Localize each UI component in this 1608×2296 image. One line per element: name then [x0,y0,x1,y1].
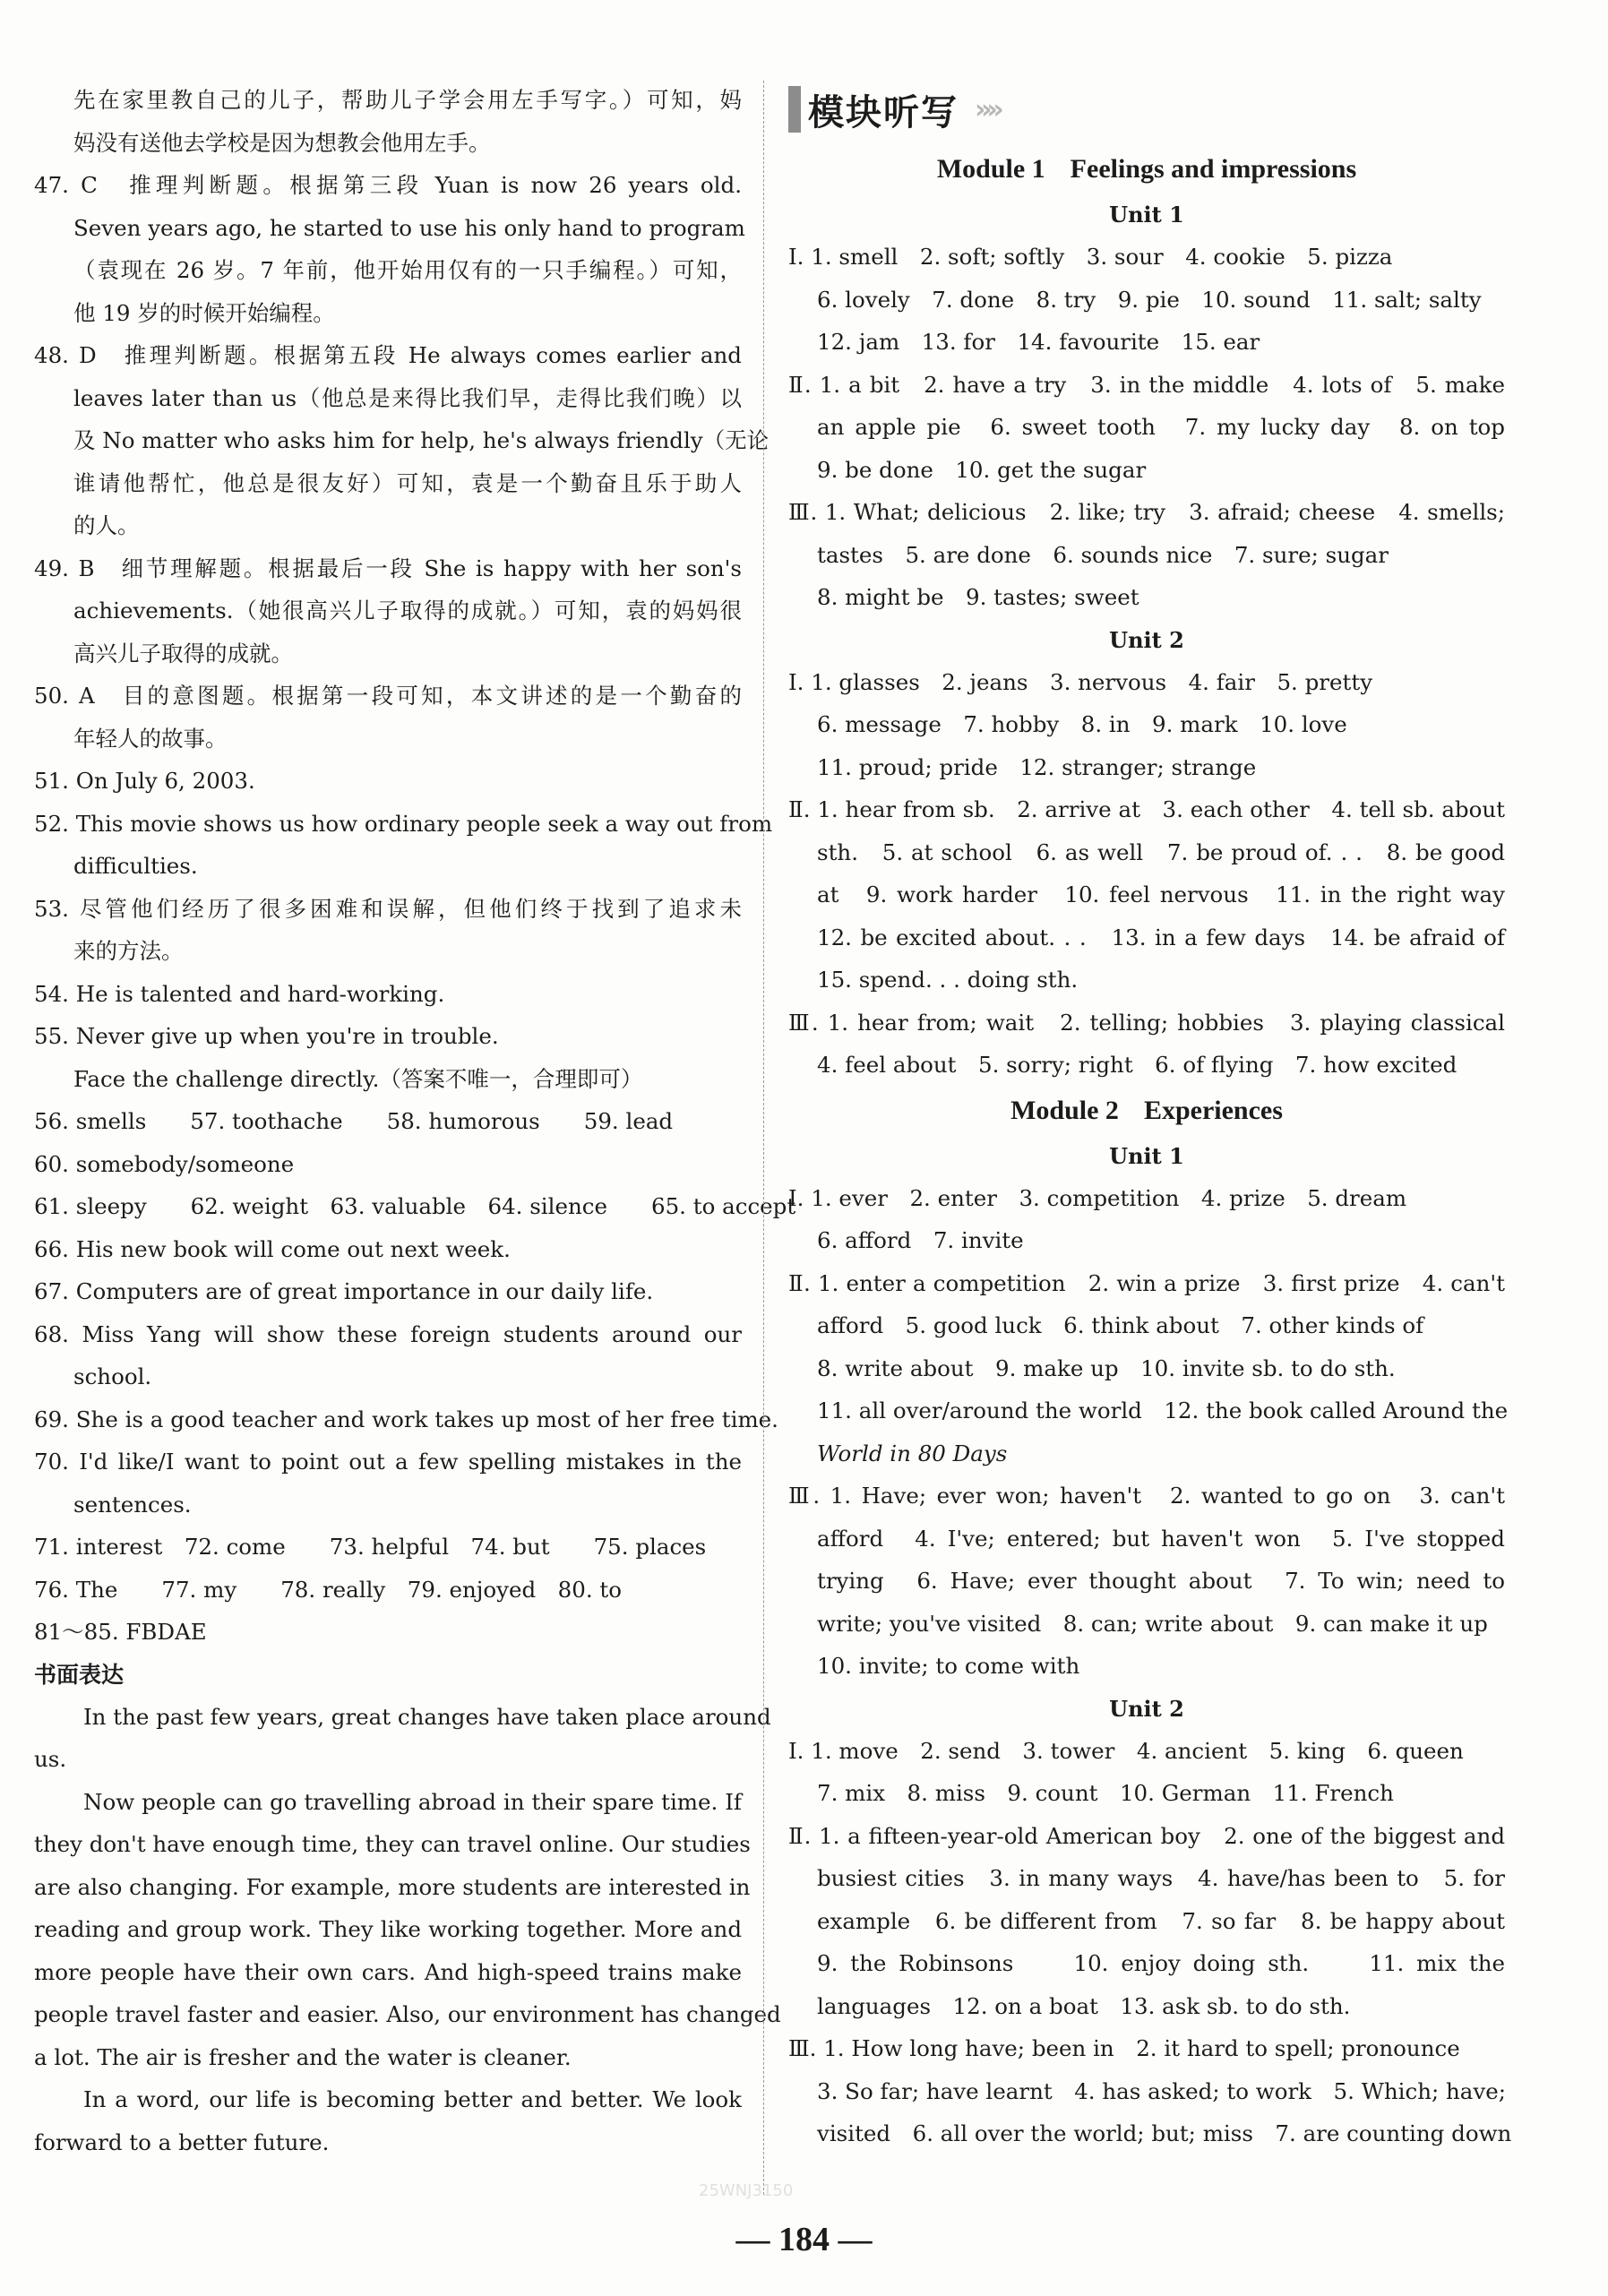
text-line: Ⅲ. 1. Have; ever won; haven't 2. wanted to go on 3. can't [788,1483,1505,1509]
text-line: Ⅱ. 1. a fifteen-year-old American boy 2. one of the biggest and [788,1822,1505,1849]
text-line: school. [73,1363,152,1389]
module-number: Module 1 [936,154,1045,184]
page-number: — 184 — [735,2221,873,2258]
text-line: people travel faster and easier. Also, our environment has changed [34,2001,781,2027]
text-line: achievements.（她很高兴儿子取得的成就。）可知，袁的妈妈很 [73,598,742,623]
text-line: In the past few years, great changes have taken place around [83,1703,771,1730]
text-line: 53. 尽管他们经历了很多困难和误解，但他们终于找到了追求未 [34,895,742,922]
text-line: sth. 5. at school 6. as well 7. be proud of. . . 8. be good [817,838,1505,865]
column-divider [763,81,764,2195]
chevron-icon: »» [975,93,999,125]
text-line: World in 80 Days [817,1440,1008,1466]
text-line: Seven years ago, he started to use his only hand to program [73,214,745,241]
text-line: 及 No matter who asks him for help, he's always friendly（无论 [73,427,770,453]
text-line: sentences. [73,1491,192,1518]
text-line: are also changing. For example, more students are interested in [34,1873,751,1900]
text-line: In a word, our life is becoming better and better. We look [83,2086,742,2112]
text-line: leaves later than us（他总是来得比我们早，走得比我们晚）以 [73,384,742,411]
text-line: a lot. The air is fresher and the water is cleaner. [34,2043,572,2070]
text-line: Ⅱ. 1. a bit 2. have a try 3. in the middle 4. lots of 5. make [788,371,1505,398]
text-line: example 6. be different from 7. so far 8. be happy about [817,1907,1505,1934]
text-line: 60. somebody/someone [34,1150,295,1177]
text-line: 15. spend. . . doing sth. [817,967,1079,993]
text-line: 11. all over/around the world 12. the book called Around the [817,1397,1509,1423]
text-line: busiest cities 3. in many ways 4. have/has been to 5. for [817,1865,1505,1891]
section-title: 模块听写 [808,91,959,133]
text-line: difficulties. [73,853,198,879]
text-line: 6. afford 7. invite [817,1227,1024,1253]
text-line: more people have their own cars. And high-speed trains make [34,1958,742,1985]
text-line: 68. Miss Yang will show these foreign students around our [34,1320,742,1347]
text-line: 70. I'd like/I want to point out a few spelling mistakes in the [34,1449,742,1475]
text-line: 49. B 细节理解题。根据最后一段 She is happy with her son's [34,555,742,581]
unit-title: Unit 1 [1109,1142,1184,1169]
watermark: 25WNJ3150 [699,2181,794,2200]
text-line: Face the challenge directly.（答案不唯一，合理即可） [73,1065,643,1092]
module-title [788,1087,1505,1135]
text-line: 10. invite; to come with [817,1653,1080,1679]
text-line: write; you've visited 8. can; write about 9. can make it up [817,1610,1488,1637]
text-line: 66. His new book will come out next week. [34,1235,511,1262]
text-line: Ⅱ. 1. hear from sb. 2. arrive at 3. each other 4. tell sb. about [788,796,1505,822]
text-line: 76. The 77. my 78. really 79. enjoyed 80. to [34,1576,623,1603]
text-line: 12. be excited about. . . 13. in a few days 14. be afraid of [817,924,1505,950]
text-line: 9. the Robinsons 10. enjoy doing sth. 11. mix the [817,1950,1505,1976]
text-line: Ⅰ. 1. ever 2. enter 3. competition 4. prize 5. dream [788,1184,1407,1211]
text-line: 52. This movie shows us how ordinary people seek a way out from [34,810,773,837]
text-line: Ⅰ. 1. glasses 2. jeans 3. nervous 4. fair 5. pretty [788,668,1373,695]
text-line: us. [34,1746,67,1772]
module-title [788,145,1505,193]
text-line: 妈没有送他去学校是因为想教会他用左手。 [73,129,491,156]
text-line: afford 5. good luck 6. think about 7. other kinds of [817,1312,1424,1338]
text-line: 55. Never give up when you're in trouble. [34,1023,499,1049]
text-line: 71. interest 72. come 73. helpful 74. but 75. places [34,1534,707,1560]
text-line: visited 6. all over the world; but; miss 7. are counting down [817,2120,1512,2146]
text-line: Now people can go travelling abroad in their spare time. If [83,1788,742,1815]
text-line: 67. Computers are of great importance in our daily life. [34,1278,654,1304]
text-line: 50. A 目的意图题。根据第一段可知，本文讲述的是一个勤奋的 [34,683,742,709]
text-line: 先在家里教自己的儿子，帮助儿子学会用左手写字。）可知，妈 [73,87,742,113]
text-line: 3. So far; have learnt 4. has asked; to work 5. Which; have; [817,2077,1507,2104]
unit-title: Unit 2 [1109,626,1184,653]
text-line: 47. C 推理判断题。根据第三段 Yuan is now 26 years old. [34,172,742,198]
right-column [788,79,1512,2155]
text-line: 4. feel about 5. sorry; right 6. of flying 7. how excited [817,1052,1458,1078]
module-number: Module 2 [1010,1095,1119,1125]
text-line: afford 4. I've; entered; but haven't won 5. I've stopped [817,1525,1505,1552]
module-name: Feelings and impressions [1070,154,1357,184]
text-line: 11. proud; pride 12. stranger; strange [817,753,1257,780]
text-line: 6. lovely 7. done 8. try 9. pie 10. sound 11. salt; salty [817,286,1482,313]
text-line: 8. might be 9. tastes; sweet [817,584,1139,610]
text-line: reading and group work. They like working together. More and [34,1916,742,1942]
text-line: 谁请他帮忙，他总是很友好）可知，袁是一个勤奋且乐于助人 [73,469,742,496]
text-line: languages 12. on a boat 13. ask sb. to do sth. [817,1992,1351,2019]
text-line: 61. sleepy 62. weight 63. valuable 64. silence 65. to accept [34,1193,796,1219]
text-line: 12. jam 13. for 14. favourite 15. ear [817,329,1260,355]
text-line: Ⅰ. 1. smell 2. soft; softly 3. sour 4. cookie 5. pizza [788,244,1393,270]
text-line: 年轻人的故事。 [73,725,228,752]
text-line: 69. She is a good teacher and work takes up most of her free time. [34,1406,778,1432]
text-line: 他 19 岁的时候开始编程。 [73,299,335,326]
text-line: 7. mix 8. miss 9. count 10. German 11. French [817,1780,1394,1806]
unit-title: Unit 2 [1109,1695,1184,1722]
text-line: Ⅱ. 1. enter a competition 2. win a prize 3. first prize 4. can't [788,1269,1505,1296]
text-line: forward to a better future. [34,2128,330,2155]
text-line: Ⅲ. 1. How long have; been in 2. it hard to spell; pronounce [788,2035,1460,2061]
text-line: at 9. work harder 10. feel nervous 11. in the right way [817,881,1505,907]
unit-title: Unit 1 [1109,202,1184,228]
text-line: Ⅲ. 1. hear from; wait 2. telling; hobbies 3. playing classical [788,1009,1505,1036]
text-line: tastes 5. are done 6. sounds nice 7. sure; sugar [817,541,1389,568]
text-line: 8. write about 9. make up 10. invite sb. to do sth. [817,1354,1396,1381]
text-line: 56. smells 57. toothache 58. humorous 59. lead [34,1108,674,1134]
text-line: 高兴儿子取得的成就。 [73,640,293,666]
left-column [34,79,796,2163]
text-line: 48. D 推理判断题。根据第五段 He always comes earlier and [34,342,742,368]
text-line: 书面表达 [34,1661,125,1688]
text-line: 来的方法。 [73,938,184,964]
modules [788,145,1512,2155]
text-line: trying 6. Have; ever thought about 7. To win; need to [817,1568,1505,1594]
section-banner [788,73,1505,145]
text-line: Ⅲ. 1. What; delicious 2. like; try 3. afraid; cheese 4. smells; [788,499,1505,525]
text-line: 81～85. FBDAE [34,1619,207,1645]
text-line: （袁现在 26 岁。7 年前，他开始用仅有的一只手编程。）可知， [73,257,742,283]
text-line: 6. message 7. hobby 8. in 9. mark 10. love [817,711,1347,737]
text-line: an apple pie 6. sweet tooth 7. my lucky day 8. on top [817,414,1505,440]
text-line: 的人。 [73,512,140,538]
module-name: Experiences [1143,1095,1283,1125]
text-line: Ⅰ. 1. move 2. send 3. tower 4. ancient 5. king 6. queen [788,1737,1464,1764]
text-line: 51. On July 6, 2003. [34,768,255,794]
text-line: 9. be done 10. get the sugar [817,456,1147,483]
text-line: 54. He is talented and hard-working. [34,980,445,1007]
banner-bar [788,86,801,133]
text-line: they don't have enough time, they can travel online. Our studies [34,1831,751,1857]
